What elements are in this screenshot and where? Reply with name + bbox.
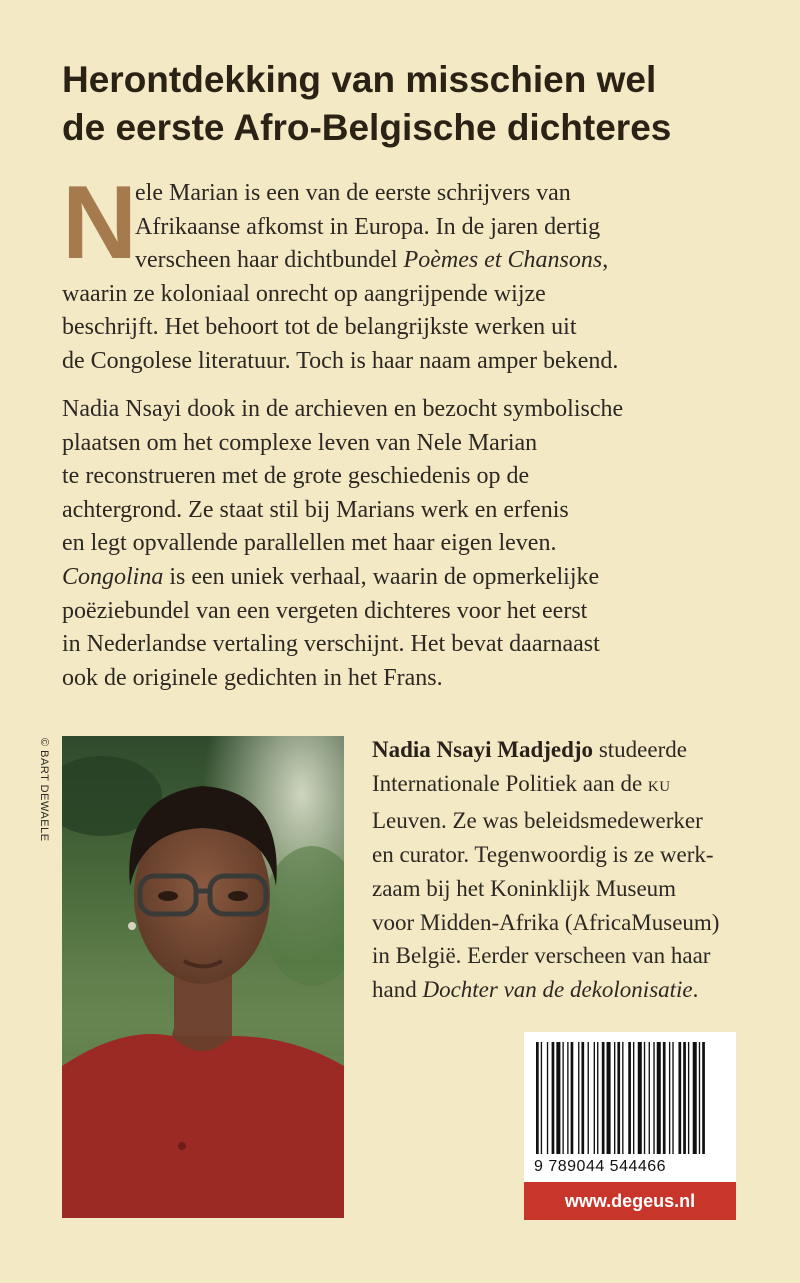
isbn-number: 9 789044 544466 [534,1158,667,1175]
bio-line: in België. Eerder verscheen van haar [372,943,711,969]
barcode-bar [657,1042,661,1154]
barcode-bar [571,1042,574,1154]
barcode-bar [536,1042,539,1154]
bio-line: zaam bij het Koninklijk Museum [372,875,677,901]
barcode-bar [644,1042,645,1154]
book-title-dochter-van-de-dekolonisatie: Dochter van de dekolonisatie [422,976,693,1002]
intro-line-text: verscheen haar dichtbundel [135,247,404,273]
barcode-bar [617,1042,620,1154]
bio-line-text: studeerde [593,737,687,762]
bio-line: Leuven. Ze was beleidsmedewerker [372,808,703,834]
bio-line [372,767,772,805]
barcode-bar [663,1042,666,1154]
intro-line: de Congolese literatuur. Toch is haar naam amper bekend. [62,347,619,374]
paragraph-line [62,561,722,595]
barcode-bar [547,1042,548,1154]
intro-line: waarin ze koloniaal onrecht op aangrijpende wijze [62,280,546,307]
barcode-bar [581,1042,584,1154]
barcode-bar [602,1042,605,1154]
barcode-bar [688,1042,689,1154]
barcode-bar [702,1042,705,1154]
barcode-icon [532,1042,728,1160]
bio-line: voor Midden-Afrika (AfricaMuseum) [372,909,720,935]
barcode-bar [693,1042,697,1154]
bio-line [372,973,772,1007]
bio-line-punct: . [692,976,699,1002]
intro-line: ele Marian is een van de eerste schrijvers van [135,180,571,206]
author-photo [62,736,344,1218]
barcode-bar [653,1042,654,1154]
author-portrait-illustration [62,736,344,1218]
intro-line [62,244,722,278]
barcode-bar [588,1042,589,1154]
barcode-bar [562,1042,563,1154]
paragraph-line: achtergrond. Ze staat stil bij Marians werk en erfenis [62,496,569,523]
barcode-bar [578,1042,579,1154]
barcode-bar [633,1042,634,1154]
heading-line-1: Herontdekking van misschien wel [62,59,657,100]
barcode-bar [638,1042,642,1154]
author-bio [372,733,772,1007]
intro-line: beschrijft. Het behoort tot de belangrijkste werken uit [62,314,577,340]
bio-smallcaps-ku: KU [647,778,671,795]
drop-cap: N [62,165,138,281]
publisher-website-link[interactable]: www.degeus.nl [524,1182,736,1220]
barcode-bar [672,1042,673,1154]
barcode-bar [669,1042,670,1154]
barcode-bar [678,1042,681,1154]
intro-line-punct: , [602,247,609,273]
paragraph-line: plaatsen om het complexe leven van Nele Marian [62,429,538,456]
barcode-bar [597,1042,598,1154]
barcode-bar [628,1042,631,1154]
back-cover-heading [62,56,762,152]
paragraph-line: ook de originele gedichten in het Frans. [62,664,443,691]
second-paragraph [62,393,722,561]
barcode-bar [541,1042,542,1154]
bio-line-text: hand [372,976,423,1002]
book-title-congolina: Congolina [62,564,164,590]
barcode-bar [699,1042,700,1154]
photo-credit: © BART DEWAELE [38,738,50,842]
paragraph-line: poëziebundel van een vergeten dichteres voor het eerst [62,597,588,624]
heading-line-2: de eerste Afro-Belgische dichteres [62,107,672,148]
intro-line: Afrikaanse afkomst in Europa. In de jaren dertig [135,213,601,240]
barcode-panel [524,1032,736,1220]
third-paragraph [62,561,722,695]
barcode-bar [649,1042,650,1154]
paragraph-line-text: is een uniek verhaal, waarin de opmerkelijke [163,564,600,590]
barcode-bar [567,1042,568,1154]
author-name: Nadia Nsayi Madjedjo [372,737,594,762]
barcode-bar [556,1042,560,1154]
barcode-bar [607,1042,611,1154]
barcode-bar [614,1042,615,1154]
paragraph-line: Nadia Nsayi dook in de archieven en bezocht symbolische [62,396,624,422]
barcode-bar [594,1042,595,1154]
paragraph-line: in Nederlandse vertaling verschijnt. Het bevat daarnaast [62,631,600,657]
book-title-poemes-et-chansons: Poèmes et Chansons [403,247,603,273]
bio-line-text: Internationale Politiek aan de [372,770,648,796]
barcode-bar [683,1042,686,1154]
intro-paragraph [62,165,722,378]
paragraph-line: en legt opvallende parallellen met haar eigen leven. [62,530,557,556]
barcode-bar [622,1042,623,1154]
bio-line: en curator. Tegenwoordig is ze werk- [372,842,714,868]
bio-line [372,733,772,767]
paragraph-line: te reconstrueren met de grote geschiedenis op de [62,463,530,489]
barcode-bar [552,1042,555,1154]
